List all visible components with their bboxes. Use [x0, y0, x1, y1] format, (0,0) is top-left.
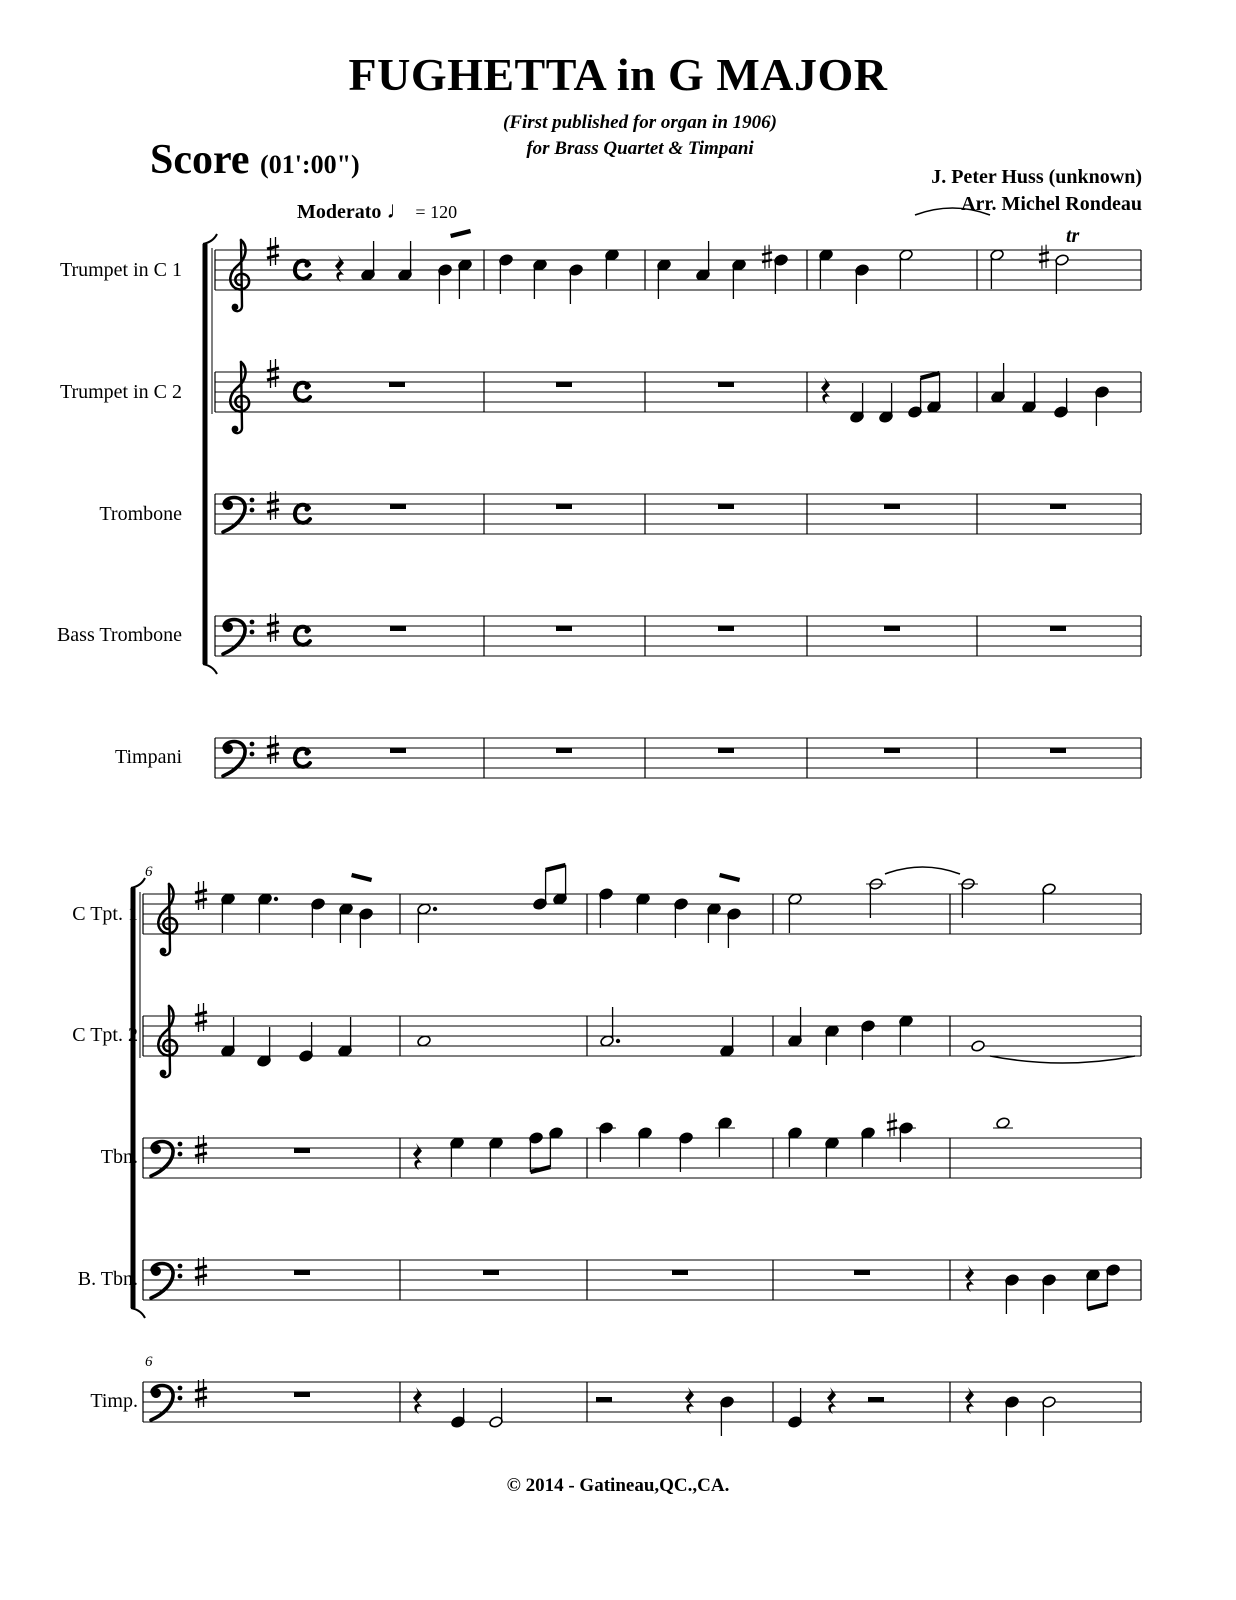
notehead [996, 1117, 1011, 1130]
instrument-label-c-tpt-1: C Tpt. 1 [72, 903, 138, 925]
whole-rest-icon [390, 626, 406, 631]
score-title: FUGHETTA in G MAJOR [348, 49, 888, 100]
bass-clef-icon [223, 742, 254, 777]
composer-credit: J. Peter Huss (unknown) [931, 166, 1142, 188]
instrument-label-b-tbn: B. Tbn. [77, 1268, 138, 1290]
whole-rest-icon [294, 1270, 310, 1275]
sharp-icon [267, 359, 279, 388]
whole-rest-icon [884, 626, 900, 631]
quarter-rest-icon [685, 1387, 694, 1414]
whole-rest-icon [1050, 504, 1066, 509]
sharp-icon [267, 735, 279, 764]
note-beam [451, 231, 471, 236]
measure-number: 6 [145, 864, 153, 880]
quarter-note-icon: ♩ [386, 198, 411, 224]
whole-rest-icon [718, 626, 734, 631]
quarter-rest-icon [335, 255, 344, 282]
bass-clef-icon [223, 620, 254, 655]
sharp-icon [195, 881, 207, 910]
whole-rest-icon [390, 748, 406, 753]
bracket-hook [203, 234, 217, 244]
whole-rest-icon [884, 504, 900, 509]
instrument-label-bass-trombone: Bass Trombone [56, 624, 182, 646]
notehead [971, 1040, 986, 1053]
whole-rest-icon [718, 382, 734, 387]
treble-clef-icon [230, 362, 249, 433]
instrument-label-trombone: Trombone [99, 503, 182, 525]
treble-clef-icon [230, 240, 249, 311]
half-rest-icon [868, 1397, 884, 1402]
tie [990, 1056, 1135, 1063]
bass-clef-icon [151, 1142, 182, 1177]
sharp-icon [195, 1257, 207, 1286]
whole-rest-icon [718, 504, 734, 509]
quarter-rest-icon [965, 1387, 974, 1414]
instrument-label-c-tpt-2: C Tpt. 2 [72, 1024, 138, 1046]
note-beam [1087, 1304, 1107, 1309]
bracket-hook [203, 664, 217, 674]
quarter-rest-icon [821, 377, 830, 404]
quarter-rest-icon [827, 1387, 836, 1414]
trill-ornament: tr [1066, 225, 1080, 247]
whole-rest-icon [556, 748, 572, 753]
instrument-label-timp: Timp. [90, 1390, 138, 1412]
note-beam [720, 875, 740, 880]
quarter-rest-icon [413, 1387, 422, 1414]
sharp-icon [195, 1379, 207, 1408]
score-duration: (01':00") [260, 150, 360, 179]
whole-rest-icon [1050, 626, 1066, 631]
instrument-label-trumpet-2: Trumpet in C 2 [59, 381, 182, 403]
whole-rest-icon [390, 504, 406, 509]
sharp-icon [267, 491, 279, 520]
sharp-accidental-icon [887, 1113, 897, 1137]
tempo-value: = 120 [415, 202, 458, 222]
bass-clef-icon [151, 1386, 182, 1421]
instrument-label-trumpet-1: Trumpet in C 1 [59, 259, 182, 281]
bass-clef-icon [223, 498, 254, 533]
whole-rest-icon [294, 1392, 310, 1397]
augmentation-dot [274, 897, 278, 901]
whole-rest-icon [884, 748, 900, 753]
copyright-footer: © 2014 - Gatineau,QC.,CA. [506, 1475, 730, 1496]
tie [885, 867, 960, 874]
subtitle-instrumentation: for Brass Quartet & Timpani [526, 138, 754, 159]
notehead [417, 1035, 432, 1048]
augmentation-dot [433, 907, 437, 911]
score-label-text: Score [150, 137, 250, 183]
whole-rest-icon [854, 1270, 870, 1275]
treble-clef-icon [158, 1006, 177, 1077]
subtitle-publication: (First published for organ in 1906) [503, 112, 777, 133]
note-beam [352, 875, 372, 880]
treble-clef-icon [158, 884, 177, 955]
quarter-rest-icon [413, 1143, 422, 1170]
quarter-rest-icon [965, 1265, 974, 1292]
clefs [151, 237, 310, 1420]
whole-rest-icon [556, 626, 572, 631]
bracket-hook [131, 878, 145, 888]
whole-rest-icon [672, 1270, 688, 1275]
instrument-label-tbn: Tbn. [100, 1146, 138, 1168]
tie [915, 208, 990, 215]
sharp-icon [267, 613, 279, 642]
sharp-accidental-icon [1039, 245, 1049, 269]
sharp-icon [267, 237, 279, 266]
whole-rest-icon [294, 1148, 310, 1153]
sharp-icon [195, 1003, 207, 1032]
whole-rest-icon [1050, 748, 1066, 753]
half-rest-icon [596, 1397, 612, 1402]
note-beam [546, 865, 566, 870]
whole-rest-icon [483, 1270, 499, 1275]
arranger-credit: Arr. Michel Rondeau [961, 193, 1142, 215]
whole-rest-icon [718, 748, 734, 753]
instrument-label-timpani: Timpani [114, 746, 182, 768]
measure-number: 6 [145, 1354, 153, 1370]
whole-rest-icon [389, 382, 405, 387]
whole-rest-icon [556, 504, 572, 509]
note-beam [921, 373, 940, 378]
augmentation-dot [616, 1039, 620, 1043]
bracket-hook [131, 1308, 145, 1318]
sharp-accidental-icon [762, 245, 772, 269]
staff-lines [143, 250, 1141, 1422]
sharp-icon [195, 1135, 207, 1164]
whole-rest-icon [556, 382, 572, 387]
tempo-text: Moderato [297, 201, 382, 223]
bass-clef-icon [151, 1264, 182, 1299]
